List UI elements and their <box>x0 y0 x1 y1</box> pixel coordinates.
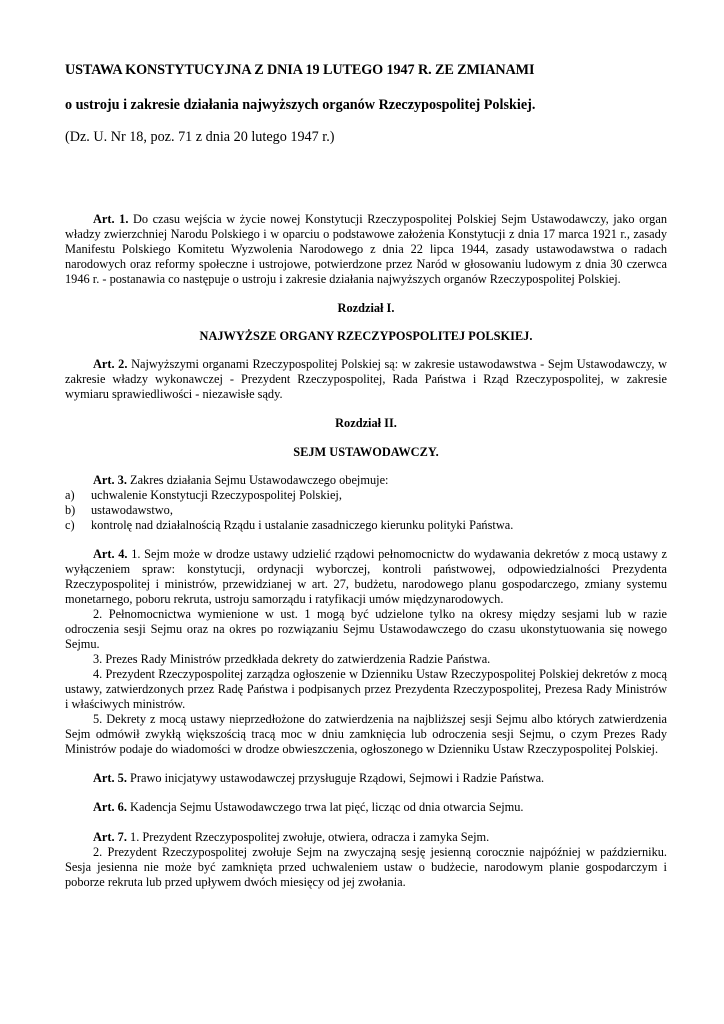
article-3-list <box>65 488 667 533</box>
article-5 <box>65 771 667 786</box>
document-subtitle: o ustroju i zakresie działania najwyższych organów Rzeczypospolitej Polskiej. <box>65 97 536 113</box>
chapter-title: NAJWYŻSZE ORGANY RZECZYPOSPOLITEJ POLSKIEJ. <box>199 329 533 344</box>
article-label: Art. 6. <box>93 800 127 815</box>
document-header <box>65 62 667 146</box>
article-label: Art. 5. <box>93 771 127 786</box>
article-paragraph: 5. Dekrety z mocą ustawy nieprzedłożone do zatwierdzenia na najbliższej sesji Sejmu albo których zatwierdzenia Sejm odmówił zwykłą większością tracą moc w dniu zamknięcia lub odroczenia sesji Sejmu, o czym Prezes Rady Ministrów podaje do wiadomości w drodze obwieszczenia, ogłoszonego w Dzienniku Ustaw Rzeczypospolitej Polskiej. <box>65 712 667 757</box>
chapter-number: Rozdział II. <box>335 416 397 431</box>
document-title: USTAWA KONSTYTUCYJNA Z DNIA 19 LUTEGO 1947 R. ZE ZMIANAMI <box>65 62 535 78</box>
list-item <box>65 503 667 518</box>
list-item-text: uchwalenie Konstytucji Rzeczypospolitej Polskiej, <box>91 487 342 502</box>
article-paragraph: 4. Prezydent Rzeczypospolitej zarządza ogłoszenie w Dzienniku Ustaw Rzeczypospolitej Polskiej dekretów z mocą ustawy, zatwierdzonych przez Radę Państwa i podpisanych przez Prezydenta Rzeczypospolitej, Prezesa Rady Ministrów i właściwych ministrów. <box>65 667 667 712</box>
list-marker: a) <box>65 487 75 502</box>
article-1 <box>65 212 667 287</box>
article-text: Zakres działania Sejmu Ustawodawczego obejmuje: <box>130 472 389 487</box>
list-item-text: ustawodawstwo, <box>91 502 173 517</box>
article-text: Najwyższymi organami Rzeczypospolitej Polskiej są: w zakresie ustawodawstwa - Sejm Ustawodawczy, w zakresie władzy wykonawczej - Prezydent Rzeczypospolitej, Rada Państwa i Rząd Rzeczypospolitej, w zakresie wymiaru sprawiedliwości - niezawisłe sądy. <box>65 357 667 402</box>
list-item <box>65 488 667 503</box>
article-3 <box>65 473 667 488</box>
article-label: Art. 2. <box>93 357 128 372</box>
article-label: Art. 3. <box>93 472 127 487</box>
article-4 <box>65 547 667 607</box>
article-label: Art. 1. <box>93 212 129 226</box>
article-paragraph: 2. Prezydent Rzeczypospolitej zwołuje Sejm na zwyczajną sesję jesienną corocznie najpóźniej w październiku. Sesja jesienna nie może być zamknięta przed uchwaleniem ustaw o budżecie, narodowym planie gospodarczym i poborze rekruta lub przed upływem dwóch miesięcy od jej zwołania. <box>65 844 667 889</box>
list-marker: b) <box>65 502 76 517</box>
chapter-number: Rozdział I. <box>337 301 395 316</box>
list-item-text: kontrolę nad działalnością Rządu i ustalanie zasadniczego kierunku polityki Państwa. <box>91 517 514 532</box>
article-text: Prawo inicjatywy ustawodawczej przysługuje Rządowi, Sejmowi i Radzie Państwa. <box>130 771 545 786</box>
article-text: 1. Prezydent Rzeczypospolitej zwołuje, otwiera, odracza i zamyka Sejm. <box>130 829 490 844</box>
article-text: 1. Sejm może w drodze ustawy udzielić rządowi pełnomocnictw do wydawania dekretów z mocą ustawy z wyłączeniem spraw: konstytucji, ordynacji wyborczej, kontroli państwowej, odpowiedzialności Prezydenta Rzeczypospolitej i ministrów, przewidzianej w art. 27, budżetu, narodowego planu gospodarczego, zmiany systemu monetarnego, poboru rekruta, ustroju samorządu i ratyfikacji umów międzynarodowych. <box>65 546 668 606</box>
article-7 <box>65 830 667 845</box>
list-marker: c) <box>65 517 75 532</box>
document-source: (Dz. U. Nr 18, poz. 71 z dnia 20 lutego 1947 r.) <box>65 129 335 145</box>
chapter-title: SEJM USTAWODAWCZY. <box>293 444 439 459</box>
article-label: Art. 7. <box>93 829 127 844</box>
article-paragraph: 3. Prezes Rady Ministrów przedkłada dekrety do zatwierdzenia Radzie Państwa. <box>93 652 491 667</box>
list-item <box>65 518 667 533</box>
article-2 <box>65 357 667 402</box>
article-text: Kadencja Sejmu Ustawodawczego trwa lat pięć, licząc od dnia otwarcia Sejmu. <box>130 800 524 815</box>
article-label: Art. 4. <box>93 546 128 561</box>
document-body <box>65 212 667 890</box>
article-text: Do czasu wejścia w życie nowej Konstytucji Rzeczypospolitej Polskiej Sejm Ustawodawczy, jako organ władzy zwierzchniej Narodu Polskiego i w oparciu o podstawowe założenia Konstytucji z dnia 17 marca 1921 r., zasady Manifestu Polskiego Komitetu Wyzwolenia Narodowego z dnia 22 lipca 1944, zasady ustawodawstwa o radach narodowych oraz reformy społeczne i ustrojowe, potwierdzone przez Naród w głosowaniu ludowym z dnia 30 czerwca 1946 r. - postanawia co następuje o ustroju i zakresie działania najwyższych organów Rzeczypospolitej Polskiej. <box>65 212 668 287</box>
article-6 <box>65 800 667 815</box>
article-paragraph: 2. Pełnomocnictwa wymienione w ust. 1 mogą być udzielone tylko na okresy między sesjami lub w razie odroczenia sesji Sejmu oraz na okres po rozwiązaniu Sejmu Ustawodawczego do czasu ukonstytuowania się nowego Sejmu. <box>65 606 667 652</box>
